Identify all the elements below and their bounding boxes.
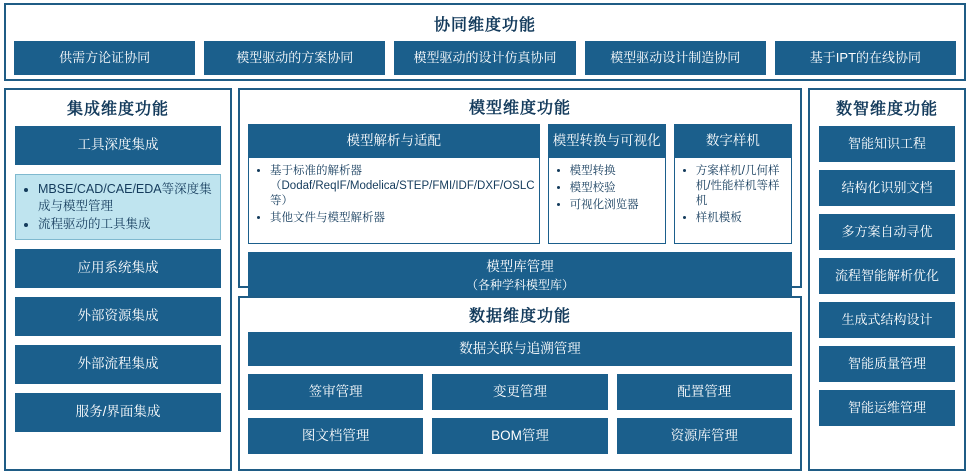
collaboration-items [14,41,956,75]
model-column-body [248,158,540,244]
intelligence-item[interactable]: 生成式结构设计 [819,302,955,338]
integration-highlight-box [15,174,221,240]
model-library-box[interactable] [248,252,792,300]
intelligence-title: 数智维度功能 [835,101,938,118]
model-bullet: • 基于标准的解析器（Dodaf/ReqIF/Modelica/STEP/FMI/IDF/DXF/OSLC等） [270,164,535,209]
model-bullet: • 其他文件与模型解析器 [270,211,535,226]
model-bullet: • 样机模板 [696,211,787,226]
data-item[interactable]: 签审管理 [248,374,423,410]
integration-highlight-item: • MBSE/CAD/CAE/EDA等深度集成与模型管理 [38,181,216,215]
intelligence-item[interactable]: 智能知识工程 [819,126,955,162]
data-item[interactable]: 图文档管理 [248,418,423,454]
model-column-parse [248,124,540,244]
integration-head[interactable]: 工具深度集成 [15,126,221,165]
data-item[interactable]: 配置管理 [617,374,792,410]
integration-item[interactable]: 外部流程集成 [15,345,221,384]
collaboration-item[interactable]: 供需方论证协同 [14,41,195,75]
model-library-title: 模型库管理 [486,259,554,275]
model-bullet: • 模型转换 [570,164,661,179]
model-column-body [674,158,792,244]
integration-highlight-item: • 流程驱动的工具集成 [38,216,216,233]
model-column-head[interactable]: 模型解析与适配 [248,124,540,158]
collaboration-item[interactable]: 模型驱动的方案协同 [204,41,385,75]
model-column-digital-prototype [674,124,792,244]
collaboration-item[interactable]: 基于IPT的在线协同 [775,41,956,75]
model-bullet: • 模型校验 [570,181,661,196]
collaboration-panel [4,3,966,81]
data-item[interactable]: 变更管理 [432,374,607,410]
data-head[interactable]: 数据关联与追溯管理 [248,332,792,366]
collaboration-title: 协同维度功能 [433,17,536,34]
collaboration-item[interactable]: 模型驱动设计制造协同 [585,41,766,75]
model-bullet: • 可视化浏览器 [570,198,661,213]
data-row [248,374,792,410]
integration-item[interactable]: 外部资源集成 [15,297,221,336]
intelligence-item[interactable]: 流程智能解析优化 [819,258,955,294]
data-row [248,418,792,454]
model-library-subtitle: （各种学科模型库） [465,277,574,292]
data-panel [238,296,802,471]
model-panel [238,88,802,292]
integration-item[interactable]: 服务/界面集成 [15,393,221,432]
model-column-head[interactable]: 模型转换与可视化 [548,124,666,158]
intelligence-item[interactable]: 结构化识别文档 [819,170,955,206]
model-title: 模型维度功能 [468,100,571,117]
model-column-head[interactable]: 数字样机 [674,124,792,158]
model-columns [248,124,792,244]
model-column-body [548,158,666,244]
integration-panel [4,88,232,471]
integration-item[interactable]: 应用系统集成 [15,249,221,288]
model-column-convert [548,124,666,244]
intelligence-item[interactable]: 智能运维管理 [819,390,955,426]
data-title: 数据维度功能 [468,308,571,325]
data-item[interactable]: 资源库管理 [617,418,792,454]
intelligence-item[interactable]: 智能质量管理 [819,346,955,382]
intelligence-panel [808,88,966,471]
integration-title: 集成维度功能 [66,101,169,118]
data-item[interactable]: BOM管理 [432,418,607,454]
model-bullet: • 方案样机/几何样机/性能样机等样机 [696,164,787,209]
collaboration-item[interactable]: 模型驱动的设计仿真协同 [394,41,575,75]
intelligence-item[interactable]: 多方案自动寻优 [819,214,955,250]
